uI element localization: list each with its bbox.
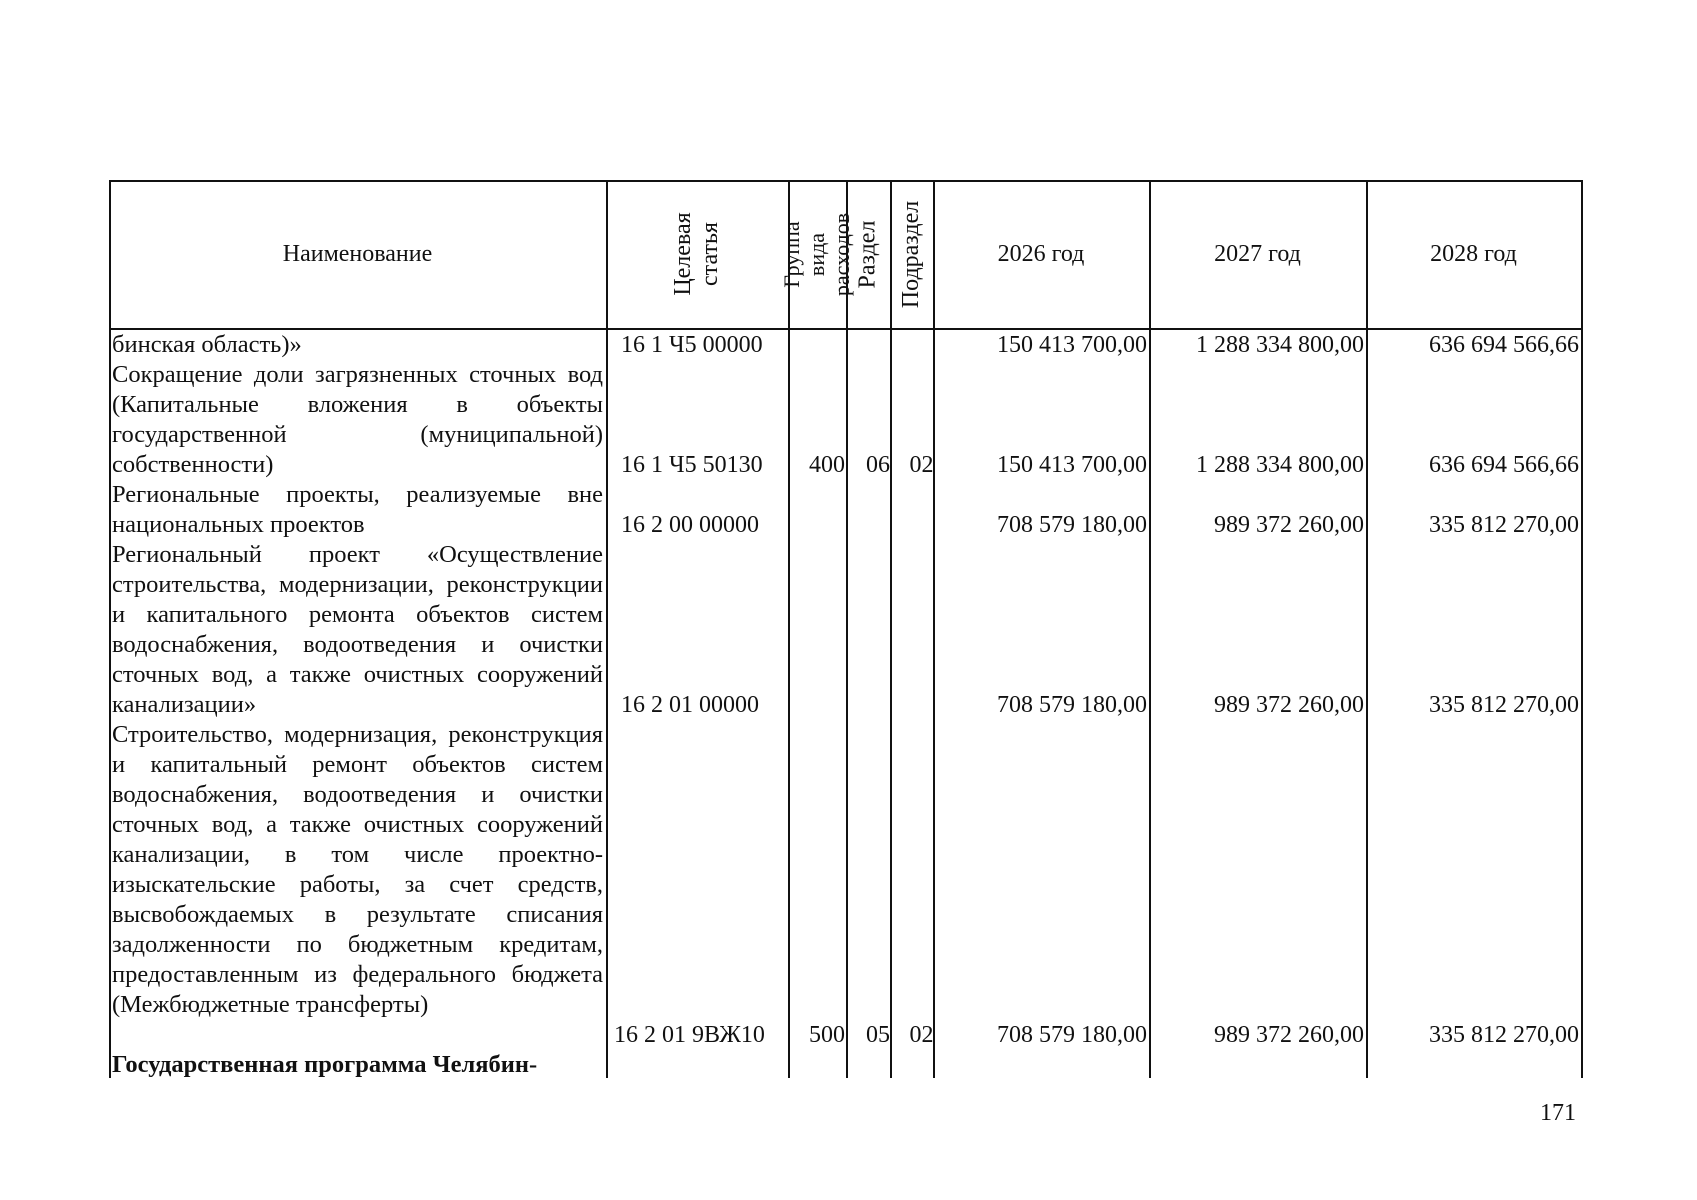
row-name: Строительство, модернизация, реконструкция и капитальный ремонт объектов систем водоснабжения, водоотведения и очистки сточных вод, а также очистных сооружений канализации, в том числе проектно-изыскательские работы, за счет средств, высвобождаемых в результате списания задолженности по бюджетным кредитам, предоставленным из федерального бюджета (Межбюджетные трансферты) (112, 721, 603, 1018)
row-subsection: 02 (909, 1022, 934, 1048)
page-number: 171 (1540, 1100, 1576, 1126)
row-2027: 1 288 334 800,00 (1196, 332, 1364, 358)
row-name: Региональные проекты, реализуемые вне национальных проектов (112, 481, 603, 538)
row-2028: 335 812 270,00 (1429, 1022, 1579, 1048)
row-group: 500 (809, 1022, 845, 1048)
row-name: бинская область)» (112, 331, 302, 358)
header-subsection: Подраздел (898, 200, 925, 308)
row-2028: 335 812 270,00 (1429, 512, 1579, 538)
header-section: Раздел (854, 220, 881, 288)
row-name: Государственная программа Челябин- (112, 1051, 538, 1078)
row-2027: 1 288 334 800,00 (1196, 452, 1364, 478)
row-group: 400 (809, 452, 845, 478)
row-2027: 989 372 260,00 (1214, 1022, 1364, 1048)
row-section: 06 (866, 452, 890, 478)
row-2028: 636 694 566,66 (1429, 332, 1579, 358)
row-name: Сокращение доли загрязненных сточных вод (Капитальные вложения в объекты государственной (муниципальной) собственности) (112, 361, 603, 478)
row-code: 16 2 01 00000 (621, 692, 759, 718)
header-year-2027: 2027 год (1214, 240, 1301, 267)
row-code: 16 1 Ч5 00000 (621, 332, 763, 358)
header-name: Наименование (282, 240, 433, 267)
header-year-2028: 2028 год (1430, 240, 1517, 267)
row-section: 05 (866, 1022, 890, 1048)
row-name: Региональный проект «Осуществление строительства, модернизации, реконструкции и капитального ремонта объектов систем водоснабжения, водоотведения и очистки сточных вод, а также очистных сооружений канализации» (112, 541, 603, 718)
row-2028: 335 812 270,00 (1429, 692, 1579, 718)
header-year-2026: 2026 год (997, 240, 1085, 267)
row-code: 16 2 01 9ВЖ10 (614, 1022, 765, 1048)
row-2026: 150 413 700,00 (997, 332, 1147, 358)
header-target-article: Целевая статья (670, 212, 723, 296)
row-subsection: 02 (909, 452, 934, 478)
col-border (1581, 180, 1583, 1078)
row-2026: 708 579 180,00 (997, 1022, 1147, 1048)
budget-table (109, 180, 1583, 1078)
row-code: 16 2 00 00000 (621, 512, 759, 538)
row-2028: 636 694 566,66 (1429, 452, 1579, 478)
row-2027: 989 372 260,00 (1214, 692, 1364, 718)
row-code: 16 1 Ч5 50130 (621, 452, 763, 478)
row-2026: 708 579 180,00 (997, 692, 1147, 718)
header-expense-group: Группа вида расходов (779, 212, 855, 296)
row-2026: 150 413 700,00 (997, 452, 1147, 478)
row-2026: 708 579 180,00 (997, 512, 1147, 538)
row-2027: 989 372 260,00 (1214, 512, 1364, 538)
